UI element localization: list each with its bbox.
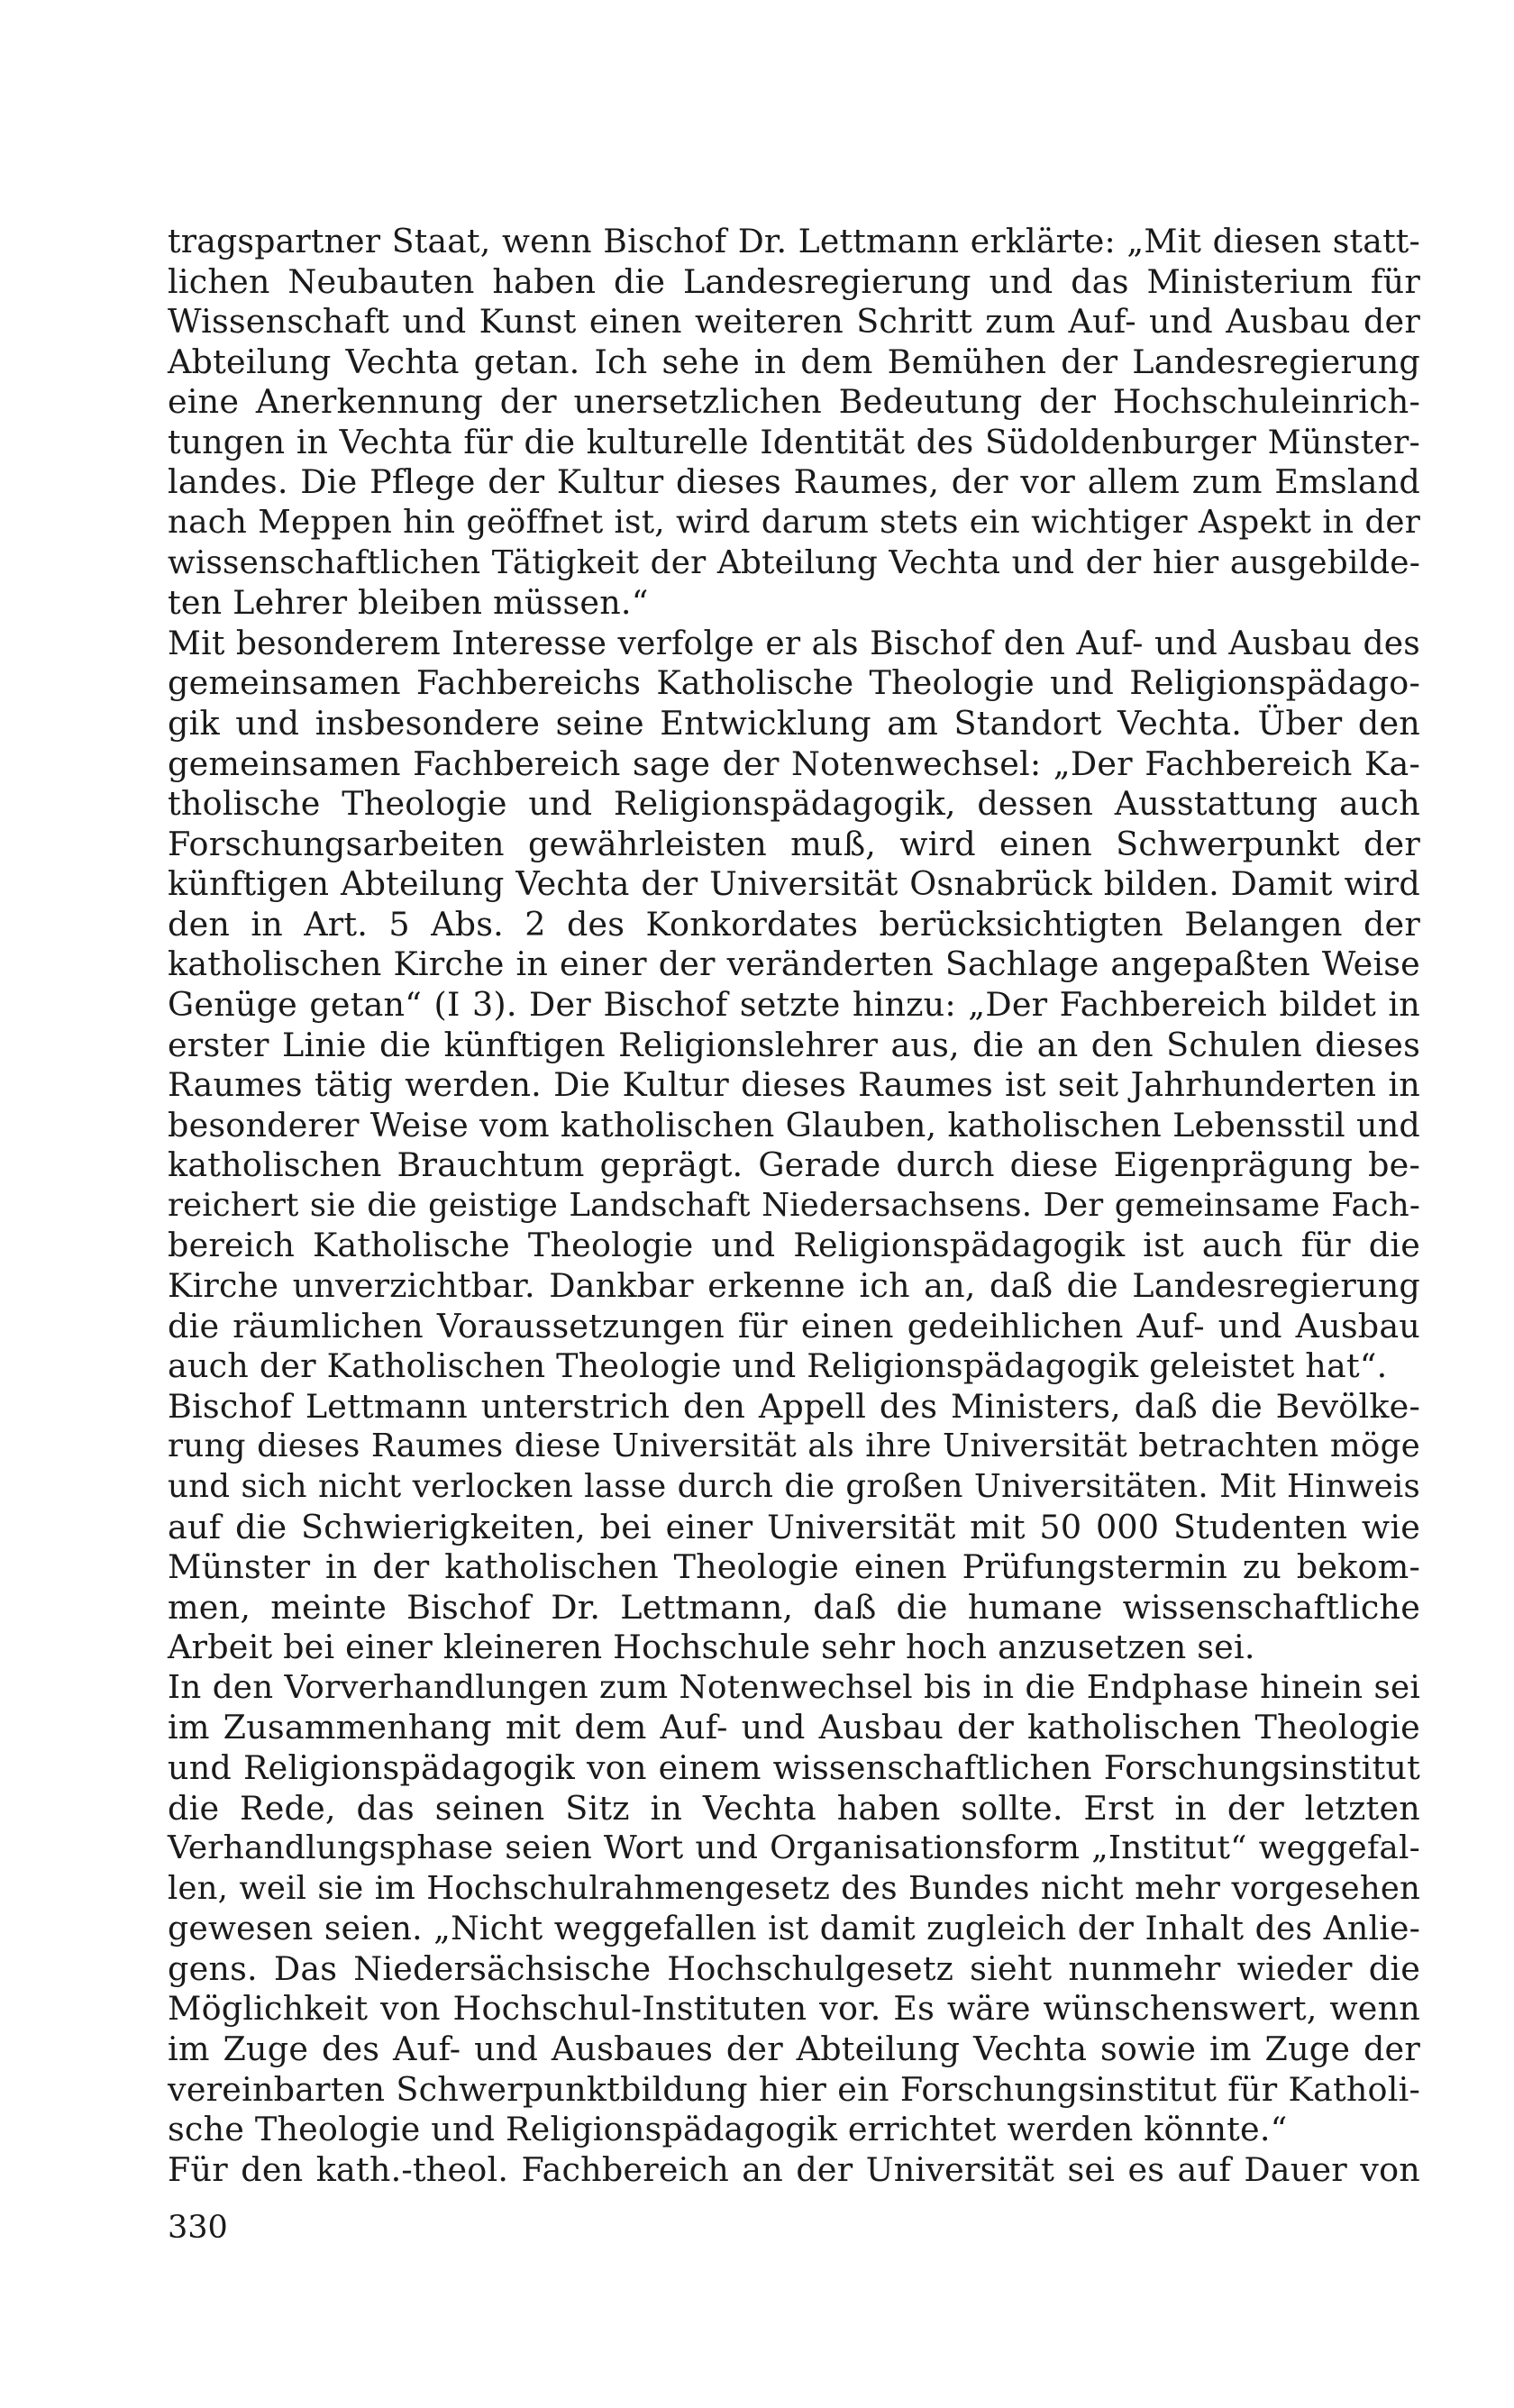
text-line: erster Linie die künftigen Religionslehrer aus, die an den Schulen dieses — [168, 1025, 1420, 1064]
text-line: wissenschaftlichen Tätigkeit der Abteilung Vechta und der hier ausgebilde- — [168, 543, 1420, 581]
page-number: 330 — [168, 2210, 228, 2246]
text-line: den in Art. 5 Abs. 2 des Konkordates berücksichtigten Belangen der — [168, 904, 1420, 944]
text-line: im Zuge des Auf- und Ausbaues der Abteilung Vechta sowie im Zuge der — [168, 2029, 1420, 2069]
text-line: auf die Schwierigkeiten, bei einer Universität mit 50 000 Studenten wie — [168, 1507, 1420, 1546]
text-line: katholischen Kirche in einer der veränderten Sachlage angepaßten Weise — [168, 944, 1420, 984]
text-line: bereich Katholische Theologie und Religionspädagogik ist auch für die — [168, 1226, 1420, 1265]
text-line: Verhandlungsphase seien Wort und Organisationsform „Institut“ weggefal- — [168, 1829, 1420, 1867]
text-line: men, meinte Bischof Dr. Lettmann, daß die humane wissenschaftliche — [168, 1587, 1420, 1627]
text-line: Möglichkeit von Hochschul-Instituten vor. Es wäre wünschenswert, wenn — [168, 1989, 1420, 2029]
text-line: gewesen seien. „Nicht weggefallen ist damit zugleich der Inhalt des Anlie- — [168, 1909, 1420, 1948]
text-line: Genüge getan“ (I 3). Der Bischof setzte hinzu: „Der Fachbereich bildet in — [168, 984, 1420, 1024]
text-line: lichen Neubauten haben die Landesregierung und das Ministerium für — [168, 261, 1420, 301]
text-line: tragspartner Staat, wenn Bischof Dr. Lettmann erklärte: „Mit diesen statt- — [168, 222, 1420, 260]
text-line: Bischof Lettmann unterstrich den Appell des Ministers, daß die Bevölke- — [168, 1386, 1420, 1426]
text-line: Forschungsarbeiten gewährleisten muß, wird einen Schwerpunkt der — [168, 824, 1420, 863]
text-line: vereinbarten Schwerpunktbildung hier ein Forschungsinstitut für Katholi- — [168, 2069, 1420, 2109]
text-line: Mit besonderem Interesse verfolge er als Bischof den Auf- und Ausbau des — [168, 624, 1420, 662]
text-line: ten Lehrer bleiben müssen.“ — [168, 583, 649, 623]
text-line: die Rede, das seinen Sitz in Vechta haben sollte. Erst in der letzten — [168, 1788, 1420, 1828]
text-line: Abteilung Vechta getan. Ich sehe in dem Bemühen der Landesregierung — [168, 342, 1420, 381]
text-line: gik und insbesondere seine Entwicklung am Standort Vechta. Über den — [168, 703, 1420, 743]
body-text — [168, 222, 1420, 2190]
text-line: Raumes tätig werden. Die Kultur dieses Raumes ist seit Jahrhunderten in — [168, 1065, 1420, 1105]
text-line: landes. Die Pflege der Kultur dieses Raumes, der vor allem zum Emsland — [168, 462, 1420, 502]
text-line: besonderer Weise vom katholischen Glauben, katholischen Lebensstil und — [168, 1105, 1420, 1145]
text-line: eine Anerkennung der unersetzlichen Bedeutung der Hochschuleinrich- — [168, 382, 1420, 422]
text-line: len, weil sie im Hochschulrahmengesetz des Bundes nicht mehr vorgesehen — [168, 1869, 1420, 1907]
text-line: die räumlichen Voraussetzungen für einen gedeihlichen Auf- und Ausbau — [168, 1306, 1420, 1345]
text-line: tholische Theologie und Religionspädagogik, dessen Ausstattung auch — [168, 784, 1420, 824]
text-line: gemeinsamen Fachbereich sage der Notenwechsel: „Der Fachbereich Ka- — [168, 743, 1420, 783]
text-line: gens. Das Niedersächsische Hochschulgesetz sieht nunmehr wieder die — [168, 1948, 1420, 1988]
text-line: reichert sie die geistige Landschaft Niedersachsens. Der gemeinsame Fach- — [168, 1186, 1420, 1224]
text-line: und Religionspädagogik von einem wissenschaftlichen Forschungsinstitut — [168, 1747, 1420, 1787]
text-line: Wissenschaft und Kunst einen weiteren Schritt zum Auf- und Ausbau der — [168, 302, 1420, 342]
text-line: Arbeit bei einer kleineren Hochschule sehr hoch anzusetzen sei. — [168, 1628, 1255, 1667]
text-line: rung dieses Raumes diese Universität als ihre Universität betrachten möge — [168, 1427, 1420, 1465]
text-line: Kirche unverzichtbar. Dankbar erkenne ich an, daß die Landesregierung — [168, 1266, 1420, 1306]
text-line: gemeinsamen Fachbereichs Katholische Theologie und Religionspädago- — [168, 663, 1420, 703]
text-line: katholischen Brauchtum geprägt. Gerade durch diese Eigenprägung be- — [168, 1145, 1420, 1185]
text-line: tungen in Vechta für die kulturelle Identität des Südoldenburger Münster- — [168, 422, 1420, 461]
text-line: In den Vorverhandlungen zum Notenwechsel bis in die Endphase hinein sei — [168, 1668, 1420, 1706]
text-line: und sich nicht verlocken lasse durch die großen Universitäten. Mit Hinweis — [168, 1467, 1420, 1505]
text-line: künftigen Abteilung Vechta der Universität Osnabrück bilden. Damit wird — [168, 864, 1420, 904]
text-line: Münster in der katholischen Theologie einen Prüfungstermin zu bekom- — [168, 1547, 1420, 1587]
text-line: auch der Katholischen Theologie und Religionspädagogik geleistet hat“. — [168, 1346, 1388, 1386]
text-line: sche Theologie und Religionspädagogik errichtet werden könnte.“ — [168, 2110, 1288, 2149]
text-line: im Zusammenhang mit dem Auf- und Ausbau der katholischen Theologie — [168, 1708, 1420, 1747]
text-line: Für den kath.-theol. Fachbereich an der Universität sei es auf Dauer von — [168, 2149, 1420, 2189]
text-line: nach Meppen hin geöffnet ist, wird darum stets ein wichtiger Aspekt in der — [168, 504, 1420, 542]
